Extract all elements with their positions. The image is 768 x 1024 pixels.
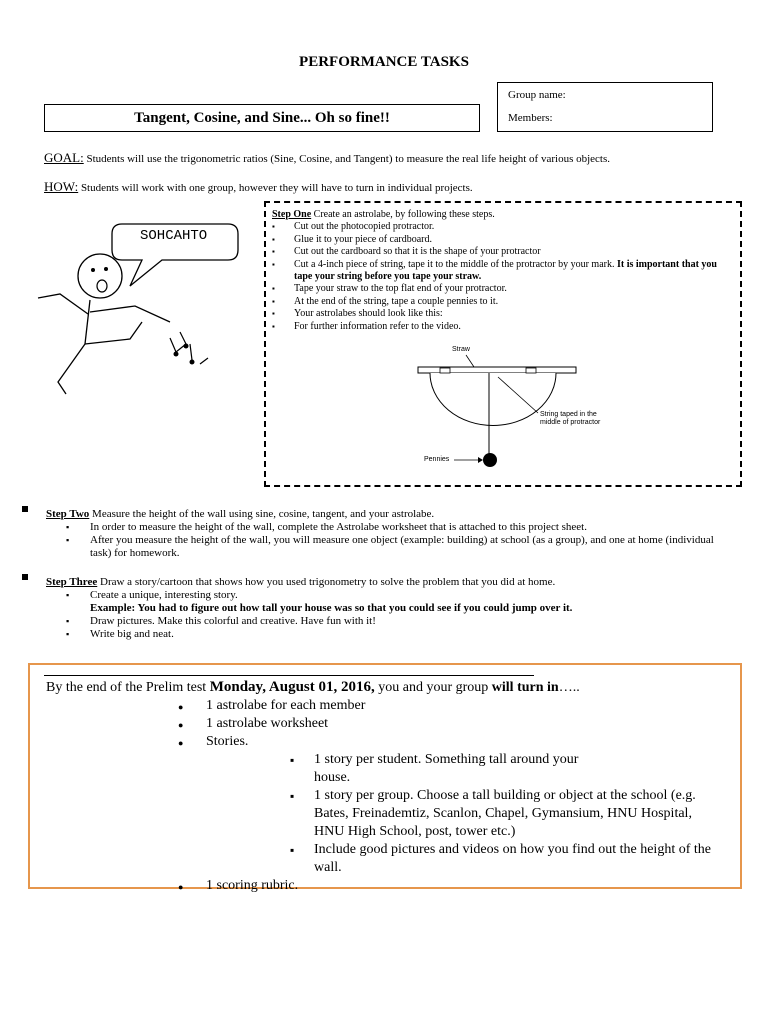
- goal-line: [44, 150, 744, 166]
- list-item: ▪ 1 story per student. Something tall around your house.: [290, 751, 610, 787]
- step-three-heading: [46, 576, 736, 589]
- diagram-label-string-line1: String taped in the: [540, 411, 597, 418]
- step-two-list: [46, 521, 736, 560]
- list-item: ▪ At the end of the string, tape a couple pennies to it.: [272, 296, 727, 308]
- turn-in-bold: will turn in: [491, 680, 559, 695]
- list-item: ● 1 astrolabe worksheet: [178, 715, 718, 733]
- list-item: ▪ In order to measure the height of the wall, complete the Astrolabe worksheet that is attached to this project sheet.: [66, 521, 736, 534]
- list-item: ▪ Cut out the cardboard so that it is the shape of your protractor: [272, 246, 727, 258]
- speech-bubble-text: SOHCAHTO: [140, 228, 208, 244]
- diagram-label-straw: Straw: [452, 346, 470, 353]
- page-title: PERFORMANCE TASKS: [299, 54, 469, 70]
- how-text: Students will work with one group, however they will have to turn in individual projects.: [78, 182, 473, 194]
- list-item: ▪ Tape your straw to the top flat end of your protractor.: [272, 283, 727, 295]
- list-item-text: Cut a 4-inch piece of string, tape it to the middle of the protractor by your mark.: [294, 258, 615, 270]
- step-two-intro: Measure the height of the wall using sine, cosine, tangent, and your astrolabe.: [89, 508, 435, 520]
- diagram-label-pennies: Pennies: [424, 456, 450, 463]
- list-item: ▪ Draw pictures. Make this colorful and creative. Have fun with it!: [66, 615, 736, 628]
- group-name-label: Group name:: [508, 89, 566, 101]
- step-one-label: Step One: [272, 209, 312, 220]
- turn-in-box: [28, 663, 742, 893]
- step-one-intro: Create an astrolabe, by following these steps.: [311, 209, 495, 220]
- list-item: ● 1 astrolabe for each member: [178, 697, 718, 715]
- astrolabe-diagram: [406, 343, 626, 473]
- goal-text: Students will use the trigonometric ratios (Sine, Cosine, and Tangent) to measure the real life height of various objects.: [83, 153, 611, 165]
- list-item: ▪ Your astrolabes should look like this:: [272, 308, 727, 320]
- step-one-heading: [272, 209, 727, 221]
- divider: [44, 675, 534, 676]
- list-item: ▪ Create a unique, interesting story.: [66, 589, 736, 602]
- turn-in-middle: you and your group: [374, 680, 492, 695]
- example-text: Example: You had to figure out how tall your house was so that you could see if you could jump over it.: [90, 602, 573, 614]
- subtitle: Tangent, Cosine, and Sine... Oh so fine!!: [134, 110, 390, 126]
- list-item: ▪ For further information refer to the video.: [272, 321, 727, 333]
- list-item: ● Stories.: [178, 733, 718, 751]
- group-info-box: [497, 82, 713, 132]
- step-three-section: [46, 576, 736, 641]
- step-two-section: [46, 508, 736, 560]
- list-item: ▪ Cut out the photocopied protractor.: [272, 221, 727, 233]
- step-two-label: Step Two: [46, 508, 90, 520]
- step-three-list: [46, 589, 736, 641]
- stick-figure-cartoon: [30, 214, 260, 414]
- step-three-label: Step Three: [46, 576, 98, 588]
- goal-label: GOAL:: [44, 150, 84, 165]
- how-line: [44, 179, 744, 195]
- subtitle-box: [44, 104, 480, 132]
- turn-in-heading: [46, 679, 736, 696]
- step-one-box: [264, 201, 742, 487]
- members-label: Members:: [508, 112, 553, 124]
- list-item: ▪ 1 story per group. Choose a tall building or object at the school (e.g. Bates, Freinademtiz, Scanlon, Chapel, Gymansium, HNU Hospital, HNU High School, post, tower etc.): [290, 787, 724, 841]
- list-item: ▪ Write big and neat.: [66, 628, 736, 641]
- turn-in-prefix: By the end of the Prelim test: [46, 680, 210, 695]
- turn-in-list: [178, 697, 718, 895]
- diagram-label-string-line2: middle of protractor: [540, 419, 601, 426]
- list-item: [272, 259, 727, 284]
- triangle-icon: [22, 574, 28, 580]
- list-item-bold: It is important that you tape your string before you tape your straw.: [294, 258, 717, 283]
- diagram-label-string: [540, 411, 600, 427]
- triangle-icon: [22, 506, 28, 512]
- list-item: ▪ After you measure the height of the wall, you will measure one object (example: building) at school (as a group), and one at home (individual task) for homework.: [66, 534, 736, 560]
- step-two-heading: [46, 508, 736, 521]
- list-item: ● 1 scoring rubric.: [178, 877, 718, 895]
- stories-list: [178, 751, 711, 877]
- step-three-intro: Draw a story/cartoon that shows how you used trigonometry to solve the problem that you did at home.: [97, 576, 556, 588]
- how-label: HOW:: [44, 179, 79, 194]
- list-item: ▪ Include good pictures and videos on how you find out the height of the wall.: [290, 841, 724, 877]
- turn-in-date: Monday, August 01, 2016,: [209, 679, 375, 695]
- step-one-list: [272, 209, 727, 333]
- turn-in-ellipsis: …..: [558, 680, 580, 695]
- list-item: ▪ Glue it to your piece of cardboard.: [272, 234, 727, 246]
